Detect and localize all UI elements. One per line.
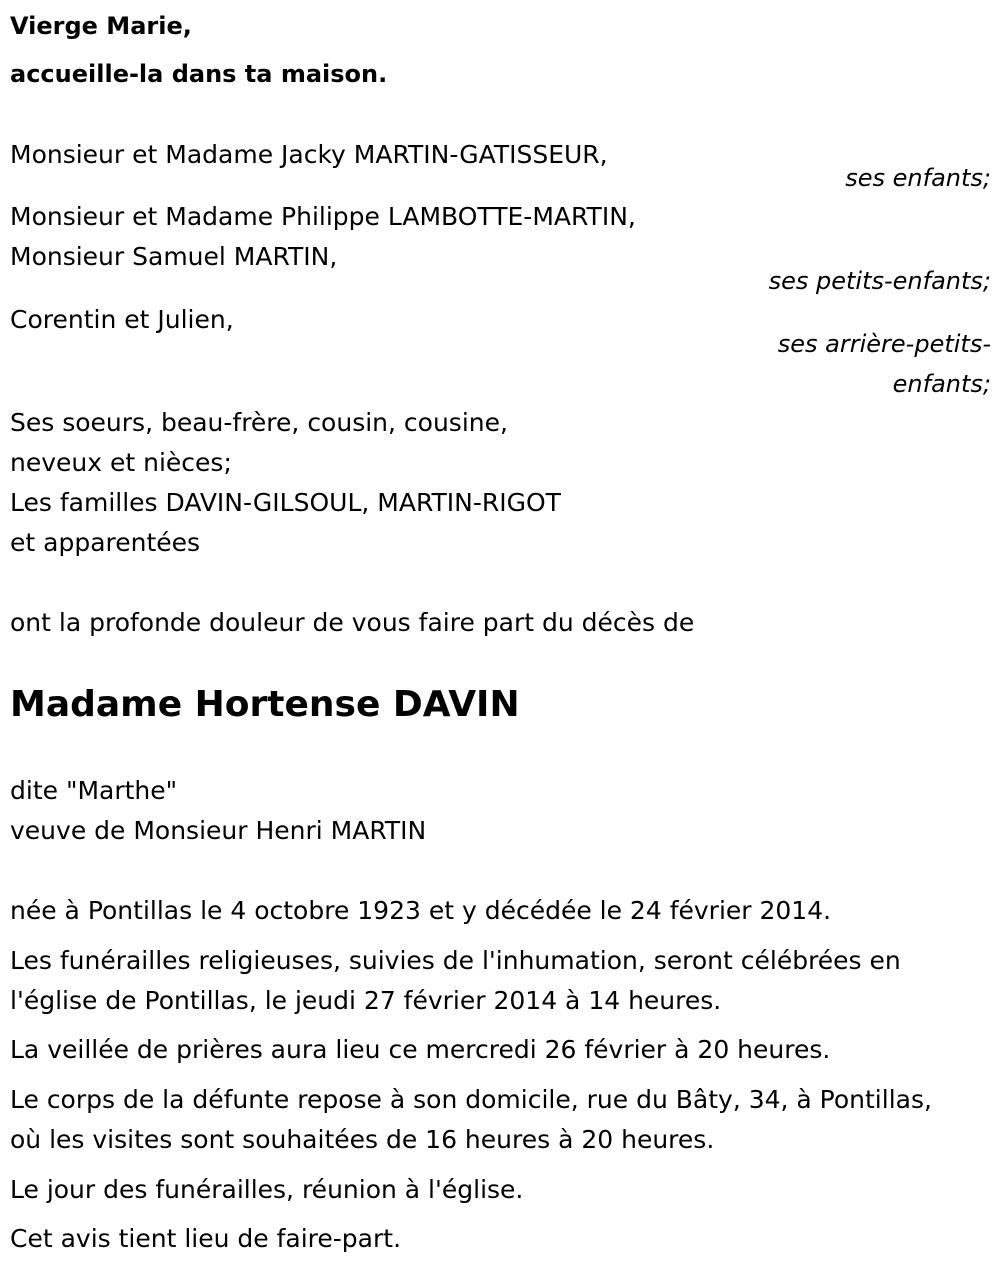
meeting-line: Le jour des funérailles, réunion à l'église. [10, 1175, 524, 1204]
relatives-line-3: Les familles DAVIN-GILSOUL, MARTIN-RIGOT [10, 488, 561, 517]
children-label: ses enfants; [845, 164, 991, 192]
header-line-1: Vierge Marie, [10, 12, 192, 40]
deceased-widow-of: veuve de Monsieur Henri MARTIN [10, 816, 427, 845]
relatives-line-2: neveux et nièces; [10, 448, 232, 477]
rest-line-2: où les visites sont souhaitées de 16 heures à 20 heures. [10, 1125, 715, 1154]
great-grandchildren-label-1: ses arrière-petits- [777, 330, 991, 358]
rest-line-1: Le corps de la défunte repose à son domicile, rue du Bâty, 34, à Pontillas, [10, 1085, 932, 1114]
children-line: Monsieur et Madame Jacky MARTIN-GATISSEUR, [10, 140, 608, 169]
great-grandchildren-line: Corentin et Julien, [10, 305, 234, 334]
funeral-line-1: Les funérailles religieuses, suivies de l'inhumation, seront célébrées en [10, 946, 901, 975]
vigil-line: La veillée de prières aura lieu ce mercredi 26 février à 20 heures. [10, 1035, 831, 1064]
great-grandchildren-label-2: enfants; [892, 370, 991, 398]
birth-death: née à Pontillas le 4 octobre 1923 et y décédée le 24 février 2014. [10, 896, 832, 925]
relatives-line-4: et apparentées [10, 528, 201, 557]
grandchildren-line-1: Monsieur et Madame Philippe LAMBOTTE-MARTIN, [10, 202, 636, 231]
deceased-name: Madame Hortense DAVIN [10, 684, 520, 725]
notice-line: Cet avis tient lieu de faire-part. [10, 1224, 402, 1253]
grandchildren-line-2: Monsieur Samuel MARTIN, [10, 242, 338, 271]
relatives-line-1: Ses soeurs, beau-frère, cousin, cousine, [10, 408, 508, 437]
header-line-2: accueille-la dans ta maison. [10, 60, 388, 88]
announcement: ont la profonde douleur de vous faire part du décès de [10, 608, 695, 637]
funeral-line-2: l'église de Pontillas, le jeudi 27 février 2014 à 14 heures. [10, 986, 722, 1015]
grandchildren-label: ses petits-enfants; [768, 267, 991, 295]
deceased-nickname: dite "Marthe" [10, 776, 178, 805]
